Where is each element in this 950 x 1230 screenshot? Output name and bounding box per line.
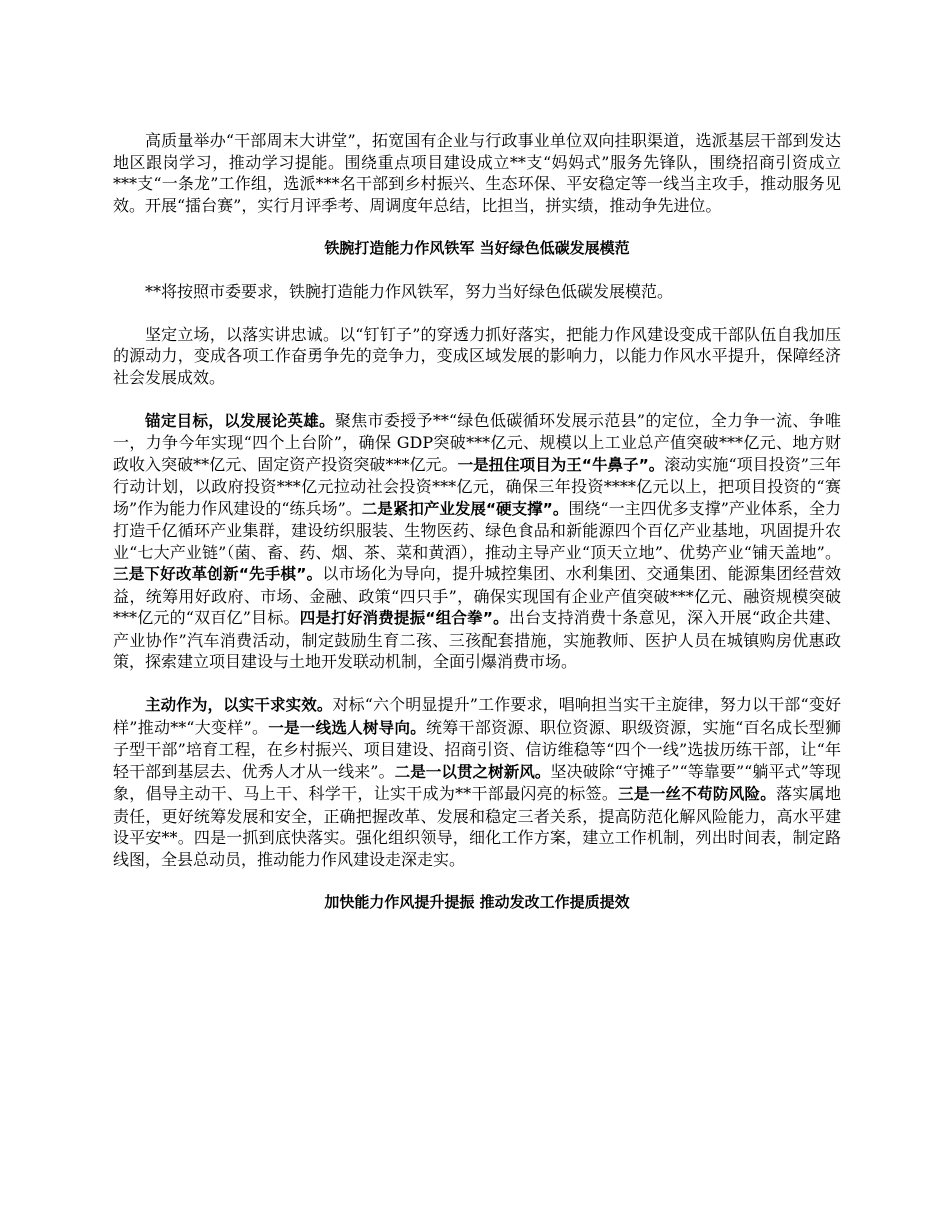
bold-lead-1: 主动作为，以实干求实效。 <box>145 696 333 714</box>
bold-lead-5: 四是打好消费提振“组合拳”。 <box>299 609 509 627</box>
paragraph-3: 坚定立场，以落实讲忠诚。以“钉钉子”的穿透力抓好落实，把能力作风建设变成干部队伍自我加压的源动力，变成各项工作奋勇争先的竞争力，变成区域发展的影响力，以能力作风水平提升，保障经济社会发展成效。 <box>113 324 841 387</box>
paragraph-1: 高质量举办“干部周末大讲堂”，拓宽国有企业与行政事业单位双向挂职渠道，选派基层干部到发达地区跟岗学习，推动学习提能。围绕重点项目建设成立**支“妈妈式”服务先锋队，围绕招商引资成立***支“一条龙”工作组，选派***名干部到乡村振兴、生态环保、平安稳定等一线当主攻手，推动服务见效。开展“擂台赛”，实行月评季考、周调度年总结，比担当，拼实绩，推动争先进位。 <box>113 131 841 215</box>
paragraph-text: 坚决破除“守摊子”“等靠要”“躺平式”等现象，倡导主动干、马上干、科学干，让实干成为**干部最闪亮的标签。 <box>113 761 841 803</box>
paragraph-5 <box>113 694 841 870</box>
paragraph-2: **将按照市委要求，铁腕打造能力作风铁军，努力当好绿色低碳发展模范。 <box>145 281 674 301</box>
paragraph-text: 滚动实施“项目投资”三年行动计划，以政府投资***亿元拉动社会投资***亿元，确保三年投资****亿元以上，把项目投资的“赛场”作为能力作风建设的“练兵场”。 <box>113 454 841 518</box>
paragraph-4 <box>113 410 841 673</box>
bold-lead-1: 锚定目标，以发展论英雄。 <box>145 411 335 430</box>
bold-lead-3: 二是紧扣产业发展“硬支撑”。 <box>361 499 569 518</box>
paragraph-text: 统筹干部资源、职位资源、职级资源，实施“百名成长型狮子型干部”培育工程，在乡村振兴、项目建设、招商引资、信访维稳等“四个一线”选拔历练干部，让“年轻干部到基层去、优秀人才从一线来”。 <box>113 717 841 781</box>
bold-lead-2: 一是一线选人树导向。 <box>268 718 426 737</box>
bold-lead-3: 二是一以贯之树新风。 <box>394 762 551 781</box>
paragraph-text: 对标“六个明显提升”工作要求，唱响担当实干主旋律，努力以干部“变好样”推动**“大变样”。 <box>113 695 841 737</box>
section-heading-1: 铁腕打造能力作风铁军 当好绿色低碳发展模范 <box>324 238 630 257</box>
paragraph-text: 围绕“一主四优多支撑”产业体系，全力打造千亿循环产业集群，建设纺织服装、生物医药、绿色食品和新能源四个百亿产业基地，巩固提升农业“七大产业链”（菌、畜、药、烟、茶、菜和黄酒），推动主导产业“顶天立地”、优势产业“铺天盖地”。 <box>113 498 841 562</box>
section-heading-2: 加快能力作风提升提振 推动发改工作提质提效 <box>324 892 630 911</box>
bold-lead-4: 三是下好改革创新“先手棋”。 <box>113 565 323 583</box>
paragraph-text: 出台支持消费十条意见，深入开展“政企共建、产业协作”汽车消费活动，制定鼓励生育二孩、三孩配套措施，实施教师、医护人员在城镇购房优惠政策，探索建立项目建设与土地开发联动机制，全面引爆消费市场。 <box>113 608 841 671</box>
paragraph-text: 聚焦市委授予**“绿色低碳循环发展示范县”的定位，全力争一流、争唯一，力争今年实现“四个上台阶”，确保 GDP突破***亿元、规模以上工业总产值突破***亿元、地方财政收入突破**亿元、固定资产投资突破***亿元。 <box>113 410 841 474</box>
paragraph-text: 以市场化为导向，提升城控集团、水利集团、交通集团、能源集团经营效益，统筹用好政府、市场、金融、政策“四只手”，确保实现国有企业产值突破***亿元、融资规模突破***亿元的“双百亿”目标。 <box>113 564 841 627</box>
paragraph-text: 落实属地责任，更好统筹发展和安全，正确把握改革、发展和稳定三者关系，提高防范化解风险能力，高水平建设平安**。四是一抓到底快落实。强化组织领导，细化工作方案，建立工作机制，列出时间表，制定路线图，全县总动员，推动能力作风建设走深走实。 <box>113 784 841 869</box>
bold-lead-2: 一是扭住项目为王“牛鼻子”。 <box>457 455 665 474</box>
bold-lead-4: 三是一丝不苟防风险。 <box>618 785 777 803</box>
document-page <box>113 130 841 935</box>
